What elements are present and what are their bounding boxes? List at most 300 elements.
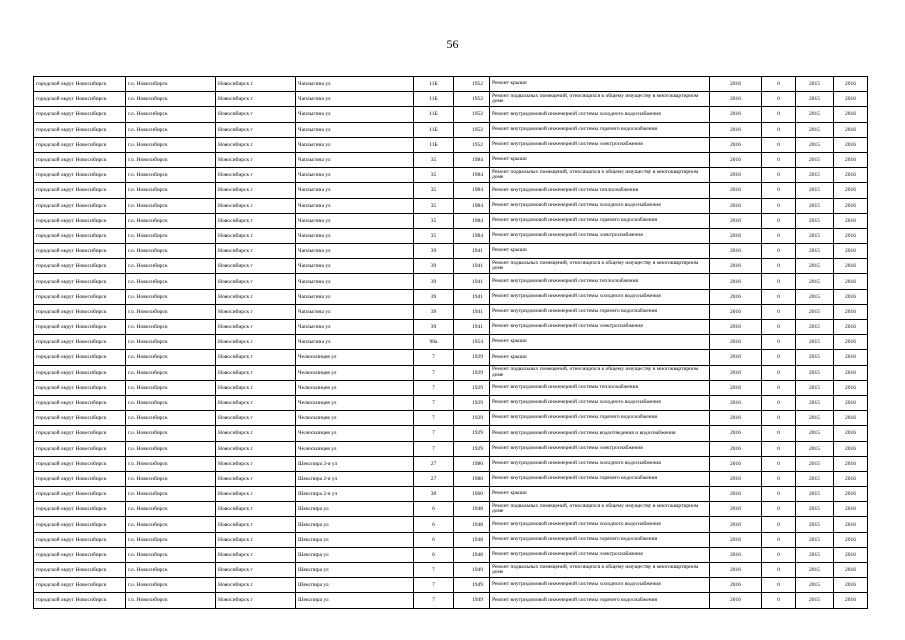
work-type-cell: Ремонт внутридомовой инженерной системы электроснабжения [490,137,710,152]
city-cell: Новосибирск г [216,380,296,395]
city-cell: Новосибирск г [216,441,296,456]
zero-value-cell: 0 [762,92,796,107]
street-cell: Шекспира ул [296,578,414,593]
street-cell: Шекспира 2-я ул [296,456,414,471]
municipality-cell: городской округ Новосибирск [34,168,126,183]
municipality-cell: городской округ Новосибирск [34,152,126,167]
plan-year-cell: 2016 [710,563,762,578]
period-end-cell: 2016 [834,228,868,243]
zero-value-cell: 0 [762,411,796,426]
city-cell: Новосибирск г [216,578,296,593]
build-year-cell: 1929 [454,365,490,380]
zero-value-cell: 0 [762,471,796,486]
city-cell: Новосибирск г [216,593,296,608]
work-type-cell: Ремонт внутридомовой инженерной системы теплоснабжения [490,183,710,198]
period-start-cell: 2015 [796,487,834,502]
zero-value-cell: 0 [762,259,796,274]
street-cell: Чаплыгина ул [296,183,414,198]
period-end-cell: 2016 [834,411,868,426]
build-year-cell: 1949 [454,578,490,593]
municipality-cell: городской округ Новосибирск [34,274,126,289]
plan-year-cell: 2016 [710,411,762,426]
work-type-cell: Ремонт внутридомовой инженерной системы горячего водоснабжения [490,411,710,426]
zero-value-cell: 0 [762,304,796,319]
house-number-cell: 27 [414,471,454,486]
zero-value-cell: 0 [762,320,796,335]
municipality-cell: городской округ Новосибирск [34,289,126,304]
zero-value-cell: 0 [762,395,796,410]
build-year-cell: 1952 [454,122,490,137]
street-cell: Чаплыгина ул [296,168,414,183]
work-type-cell: Ремонт подвальных помещений, относящихся к общему имуществу в многоквартирном доме [490,259,710,274]
work-type-cell: Ремонт внутридомовой инженерной системы холодного водоснабжения [490,456,710,471]
period-start-cell: 2015 [796,563,834,578]
city-cell: Новосибирск г [216,137,296,152]
house-number-cell: 35 [414,228,454,243]
city-cell: Новосибирск г [216,411,296,426]
house-number-cell: 39 [414,304,454,319]
period-start-cell: 2015 [796,168,834,183]
municipality-cell: городской округ Новосибирск [34,107,126,122]
table-row [34,502,868,517]
street-cell: Шекспира 2-я ул [296,471,414,486]
house-number-cell: 39 [414,320,454,335]
zero-value-cell: 0 [762,198,796,213]
house-number-cell: 35 [414,198,454,213]
period-start-cell: 2015 [796,244,834,259]
municipality-cell: городской округ Новосибирск [34,137,126,152]
period-end-cell: 2016 [834,593,868,608]
period-end-cell: 2016 [834,198,868,213]
house-number-cell: 6 [414,547,454,562]
period-start-cell: 2015 [796,335,834,350]
table-row [34,107,868,122]
house-number-cell: 7 [414,593,454,608]
city-cell: Новосибирск г [216,365,296,380]
street-cell: Чаплыгина ул [296,137,414,152]
city-cell: Новосибирск г [216,107,296,122]
municipality-cell: городской округ Новосибирск [34,547,126,562]
zero-value-cell: 0 [762,487,796,502]
municipality-cell: городской округ Новосибирск [34,426,126,441]
municipality-cell: городской округ Новосибирск [34,304,126,319]
settlement-cell: г.о. Новосибирск [126,471,216,486]
build-year-cell: 1941 [454,274,490,289]
street-cell: Чаплыгина ул [296,92,414,107]
period-end-cell: 2016 [834,532,868,547]
build-year-cell: 1929 [454,350,490,365]
work-type-cell: Ремонт внутридомовой инженерной системы холодного водоснабжения [490,395,710,410]
municipality-cell: городской округ Новосибирск [34,122,126,137]
plan-year-cell: 2016 [710,228,762,243]
table-row [34,77,868,92]
period-start-cell: 2015 [796,380,834,395]
zero-value-cell: 0 [762,380,796,395]
city-cell: Новосибирск г [216,92,296,107]
municipality-cell: городской округ Новосибирск [34,183,126,198]
municipality-cell: городской округ Новосибирск [34,365,126,380]
zero-value-cell: 0 [762,441,796,456]
municipality-cell: городской округ Новосибирск [34,441,126,456]
work-type-cell: Ремонт внутридомовой инженерной системы холодного водоснабжения [490,107,710,122]
period-end-cell: 2016 [834,152,868,167]
settlement-cell: г.о. Новосибирск [126,517,216,532]
municipality-cell: городской округ Новосибирск [34,244,126,259]
settlement-cell: г.о. Новосибирск [126,456,216,471]
zero-value-cell: 0 [762,578,796,593]
zero-value-cell: 0 [762,107,796,122]
plan-year-cell: 2016 [710,259,762,274]
work-type-cell: Ремонт подвальных помещений, относящихся к общему имуществу в многоквартирном доме [490,365,710,380]
period-start-cell: 2015 [796,122,834,137]
zero-value-cell: 0 [762,168,796,183]
city-cell: Новосибирск г [216,244,296,259]
city-cell: Новосибирск г [216,487,296,502]
settlement-cell: г.о. Новосибирск [126,380,216,395]
period-end-cell: 2016 [834,563,868,578]
table-row [34,593,868,608]
period-start-cell: 2015 [796,198,834,213]
work-type-cell: Ремонт внутридомовой инженерной системы холодного водоснабжения [490,578,710,593]
zero-value-cell: 0 [762,502,796,517]
city-cell: Новосибирск г [216,122,296,137]
municipality-cell: городской округ Новосибирск [34,578,126,593]
period-start-cell: 2015 [796,259,834,274]
city-cell: Новосибирск г [216,198,296,213]
plan-year-cell: 2016 [710,183,762,198]
plan-year-cell: 2016 [710,320,762,335]
work-type-cell: Ремонт внутридомовой инженерной системы горячего водоснабжения [490,471,710,486]
period-start-cell: 2015 [796,350,834,365]
settlement-cell: г.о. Новосибирск [126,578,216,593]
period-end-cell: 2016 [834,426,868,441]
work-type-cell: Ремонт крыши [490,487,710,502]
municipality-cell: городской округ Новосибирск [34,471,126,486]
street-cell: Челюскинцев ул [296,395,414,410]
settlement-cell: г.о. Новосибирск [126,532,216,547]
build-year-cell: 1980 [454,471,490,486]
page-number: 56 [446,37,459,51]
period-start-cell: 2015 [796,107,834,122]
street-cell: Чаплыгина ул [296,213,414,228]
plan-year-cell: 2016 [710,578,762,593]
city-cell: Новосибирск г [216,228,296,243]
zero-value-cell: 0 [762,335,796,350]
street-cell: Шекспира ул [296,532,414,547]
period-start-cell: 2015 [796,92,834,107]
settlement-cell: г.о. Новосибирск [126,593,216,608]
work-type-cell: Ремонт внутридомовой инженерной системы электроснабжения [490,320,710,335]
work-type-cell: Ремонт внутридомовой инженерной системы горячего водоснабжения [490,122,710,137]
house-number-cell: 27 [414,456,454,471]
work-type-cell: Ремонт внутридомовой инженерной системы электроснабжения [490,228,710,243]
plan-year-cell: 2016 [710,532,762,547]
plan-year-cell: 2016 [710,152,762,167]
work-type-cell: Ремонт внутридомовой инженерной системы теплоснабжения [490,380,710,395]
table-row [34,411,868,426]
street-cell: Чаплыгина ул [296,244,414,259]
city-cell: Новосибирск г [216,563,296,578]
municipality-cell: городской округ Новосибирск [34,487,126,502]
street-cell: Шекспира ул [296,547,414,562]
work-type-cell: Ремонт внутридомовой инженерной системы холодного водоснабжения [490,198,710,213]
settlement-cell: г.о. Новосибирск [126,228,216,243]
zero-value-cell: 0 [762,152,796,167]
work-type-cell: Ремонт внутридомовой инженерной системы горячего водоснабжения [490,213,710,228]
plan-year-cell: 2016 [710,213,762,228]
work-type-cell: Ремонт крыши [490,335,710,350]
city-cell: Новосибирск г [216,289,296,304]
city-cell: Новосибирск г [216,304,296,319]
period-end-cell: 2016 [834,365,868,380]
settlement-cell: г.о. Новосибирск [126,487,216,502]
municipality-cell: городской округ Новосибирск [34,92,126,107]
table-row [34,578,868,593]
house-number-cell: 11Б [414,137,454,152]
period-start-cell: 2015 [796,137,834,152]
build-year-cell: 1941 [454,304,490,319]
period-end-cell: 2016 [834,213,868,228]
city-cell: Новосибирск г [216,168,296,183]
period-end-cell: 2016 [834,107,868,122]
municipality-cell: городской округ Новосибирск [34,320,126,335]
settlement-cell: г.о. Новосибирск [126,107,216,122]
period-start-cell: 2015 [796,289,834,304]
table-row [34,471,868,486]
zero-value-cell: 0 [762,426,796,441]
plan-year-cell: 2016 [710,168,762,183]
period-start-cell: 2015 [796,426,834,441]
municipality-cell: городской округ Новосибирск [34,456,126,471]
period-end-cell: 2016 [834,244,868,259]
build-year-cell: 1929 [454,426,490,441]
municipality-cell: городской округ Новосибирск [34,395,126,410]
city-cell: Новосибирск г [216,456,296,471]
municipality-cell: городской округ Новосибирск [34,411,126,426]
street-cell: Чаплыгина ул [296,198,414,213]
settlement-cell: г.о. Новосибирск [126,502,216,517]
table-row [34,259,868,274]
build-year-cell: 1941 [454,320,490,335]
period-end-cell: 2016 [834,335,868,350]
settlement-cell: г.о. Новосибирск [126,426,216,441]
municipality-cell: городской округ Новосибирск [34,228,126,243]
table-row [34,152,868,167]
municipality-cell: городской округ Новосибирск [34,77,126,92]
table-row [34,563,868,578]
table-row [34,304,868,319]
street-cell: Чаплыгина ул [296,77,414,92]
table-row [34,122,868,137]
settlement-cell: г.о. Новосибирск [126,365,216,380]
municipality-cell: городской округ Новосибирск [34,563,126,578]
municipality-cell: городской округ Новосибирск [34,502,126,517]
street-cell: Челюскинцев ул [296,411,414,426]
build-year-cell: 1929 [454,395,490,410]
table-row [34,517,868,532]
table-row [34,532,868,547]
build-year-cell: 1952 [454,137,490,152]
table-row [34,244,868,259]
city-cell: Новосибирск г [216,350,296,365]
zero-value-cell: 0 [762,350,796,365]
street-cell: Чаплыгина ул [296,122,414,137]
period-start-cell: 2015 [796,213,834,228]
table-row [34,274,868,289]
work-type-cell: Ремонт крыши [490,152,710,167]
build-year-cell: 1941 [454,289,490,304]
build-year-cell: 1948 [454,532,490,547]
period-end-cell: 2016 [834,547,868,562]
street-cell: Чаплыгина ул [296,107,414,122]
table-row [34,395,868,410]
street-cell: Чаплыгина ул [296,320,414,335]
build-year-cell: 1984 [454,183,490,198]
period-end-cell: 2016 [834,471,868,486]
period-end-cell: 2016 [834,350,868,365]
settlement-cell: г.о. Новосибирск [126,77,216,92]
street-cell: Челюскинцев ул [296,365,414,380]
period-end-cell: 2016 [834,77,868,92]
city-cell: Новосибирск г [216,259,296,274]
house-number-cell: 7 [414,395,454,410]
build-year-cell: 1952 [454,92,490,107]
work-type-cell: Ремонт внутридомовой инженерной системы электроснабжения [490,441,710,456]
period-end-cell: 2016 [834,304,868,319]
street-cell: Челюскинцев ул [296,426,414,441]
house-number-cell: 35 [414,213,454,228]
street-cell: Чаплыгина ул [296,152,414,167]
plan-year-cell: 2016 [710,547,762,562]
plan-year-cell: 2016 [710,471,762,486]
build-year-cell: 1984 [454,228,490,243]
plan-year-cell: 2016 [710,365,762,380]
period-start-cell: 2015 [796,274,834,289]
plan-year-cell: 2016 [710,335,762,350]
settlement-cell: г.о. Новосибирск [126,289,216,304]
period-end-cell: 2016 [834,502,868,517]
street-cell: Чаплыгина ул [296,228,414,243]
plan-year-cell: 2016 [710,395,762,410]
period-end-cell: 2016 [834,517,868,532]
zero-value-cell: 0 [762,517,796,532]
municipality-cell: городской округ Новосибирск [34,380,126,395]
street-cell: Шекспира ул [296,563,414,578]
period-start-cell: 2015 [796,593,834,608]
house-number-cell: 6 [414,517,454,532]
work-type-cell: Ремонт внутридомовой инженерной системы горячего водоснабжения [490,304,710,319]
municipality-cell: городской округ Новосибирск [34,259,126,274]
zero-value-cell: 0 [762,244,796,259]
house-number-cell: 35 [414,152,454,167]
plan-year-cell: 2016 [710,92,762,107]
street-cell: Чаплыгина ул [296,289,414,304]
period-end-cell: 2016 [834,441,868,456]
period-end-cell: 2016 [834,92,868,107]
work-type-cell: Ремонт крыши [490,350,710,365]
city-cell: Новосибирск г [216,213,296,228]
municipality-cell: городской округ Новосибирск [34,335,126,350]
city-cell: Новосибирск г [216,152,296,167]
street-cell: Шекспира ул [296,517,414,532]
build-year-cell: 1948 [454,547,490,562]
house-number-cell: 39 [414,289,454,304]
zero-value-cell: 0 [762,289,796,304]
period-end-cell: 2016 [834,487,868,502]
period-end-cell: 2016 [834,320,868,335]
period-end-cell: 2016 [834,380,868,395]
build-year-cell: 1954 [454,335,490,350]
settlement-cell: г.о. Новосибирск [126,320,216,335]
work-type-cell: Ремонт подвальных помещений, относящихся к общему имуществу в многоквартирном доме [490,563,710,578]
table-row [34,365,868,380]
period-end-cell: 2016 [834,456,868,471]
table-row [34,487,868,502]
table-row [34,168,868,183]
build-year-cell: 1952 [454,107,490,122]
period-start-cell: 2015 [796,183,834,198]
settlement-cell: г.о. Новосибирск [126,198,216,213]
city-cell: Новосибирск г [216,517,296,532]
municipality-cell: городской округ Новосибирск [34,198,126,213]
plan-year-cell: 2016 [710,380,762,395]
work-type-cell: Ремонт крыши [490,244,710,259]
street-cell: Шекспира 2-я ул [296,487,414,502]
table-row [34,228,868,243]
work-type-cell: Ремонт внутридомовой инженерной системы электроснабжения [490,547,710,562]
house-number-cell: 7 [414,426,454,441]
period-end-cell: 2016 [834,274,868,289]
period-end-cell: 2016 [834,122,868,137]
municipality-cell: городской округ Новосибирск [34,350,126,365]
build-year-cell: 1929 [454,380,490,395]
house-number-cell: 6 [414,502,454,517]
settlement-cell: г.о. Новосибирск [126,350,216,365]
build-year-cell: 1960 [454,487,490,502]
zero-value-cell: 0 [762,183,796,198]
period-start-cell: 2015 [796,532,834,547]
house-number-cell: 39 [414,244,454,259]
plan-year-cell: 2016 [710,456,762,471]
period-end-cell: 2016 [834,259,868,274]
work-type-cell: Ремонт крыши [490,77,710,92]
settlement-cell: г.о. Новосибирск [126,213,216,228]
plan-year-cell: 2016 [710,274,762,289]
city-cell: Новосибирск г [216,335,296,350]
house-number-cell: 7 [414,563,454,578]
build-year-cell: 1984 [454,213,490,228]
settlement-cell: г.о. Новосибирск [126,259,216,274]
table-row [34,426,868,441]
settlement-cell: г.о. Новосибирск [126,563,216,578]
house-number-cell: 35 [414,183,454,198]
settlement-cell: г.о. Новосибирск [126,274,216,289]
city-cell: Новосибирск г [216,502,296,517]
house-number-cell: 30 [414,487,454,502]
table-row [34,456,868,471]
house-number-cell: 7 [414,380,454,395]
settlement-cell: г.о. Новосибирск [126,335,216,350]
plan-year-cell: 2016 [710,244,762,259]
plan-year-cell: 2016 [710,304,762,319]
table-row [34,183,868,198]
municipality-cell: городской округ Новосибирск [34,593,126,608]
settlement-cell: г.о. Новосибирск [126,152,216,167]
house-number-cell: 35 [414,168,454,183]
period-start-cell: 2015 [796,320,834,335]
build-year-cell: 1980 [454,456,490,471]
municipality-cell: городской округ Новосибирск [34,517,126,532]
